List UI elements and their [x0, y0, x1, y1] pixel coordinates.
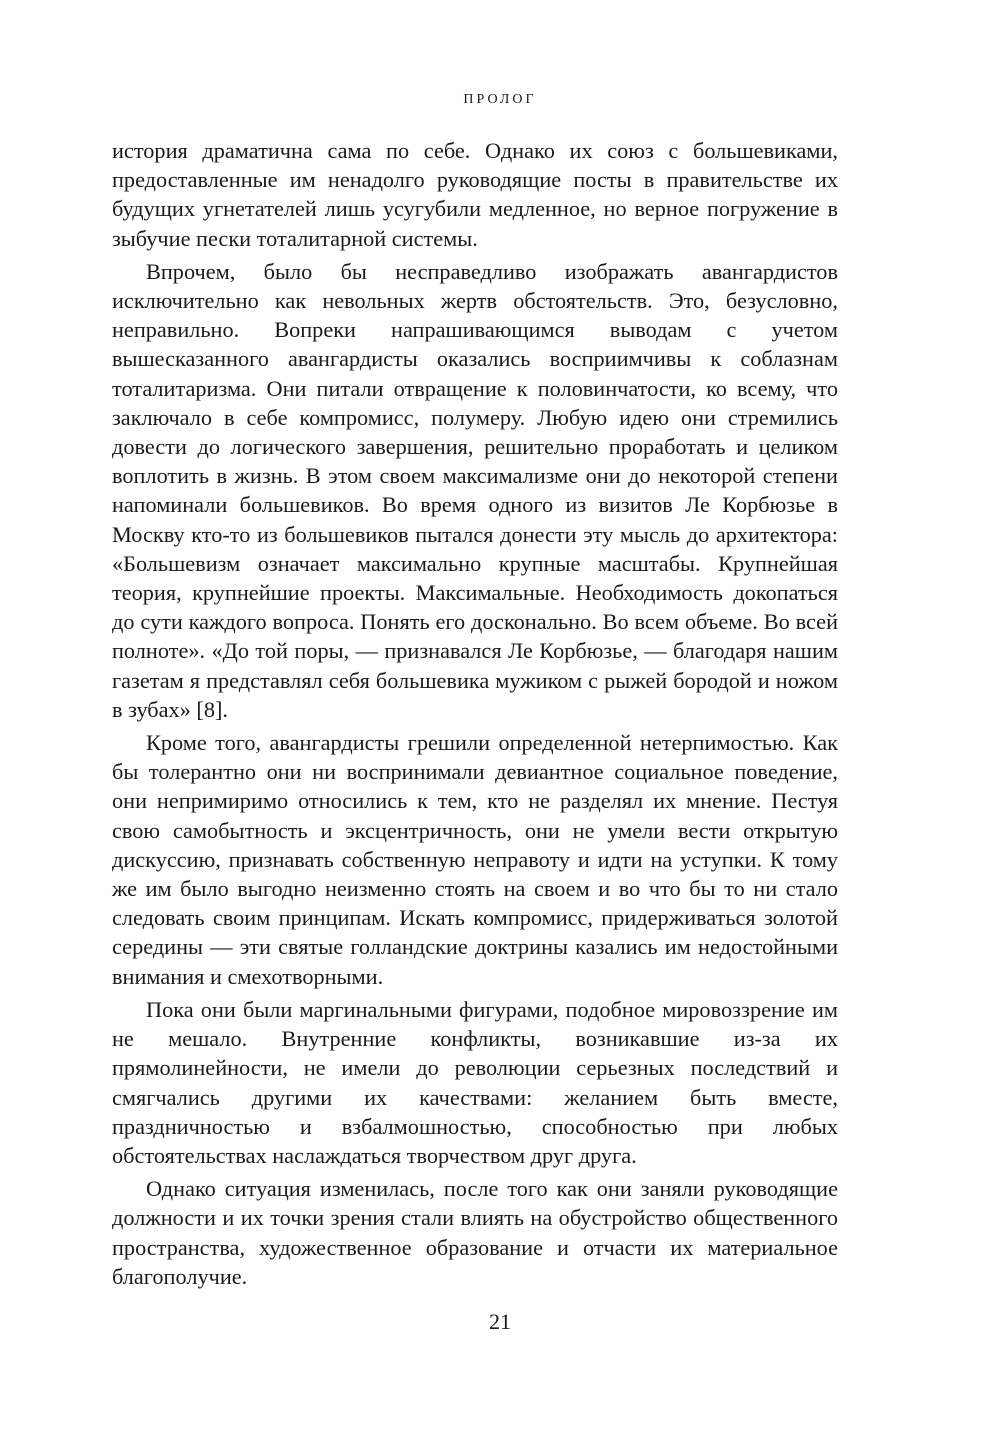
page-number: 21 — [489, 1309, 511, 1334]
paragraph-3: Кроме того, авангардисты грешили определенной нетерпимостью. Как бы толерантно они ни воспринимали девиантное социальное поведение, они непримиримо относились к тем, кто не разделял их мнение. Пестуя свою самобытность и эксцентричность, они не умели вести открытую дискуссию, признавать собственную неправоту и идти на уступки. К тому же им было выгодно неизменно стоять на своем и во что бы то ни стало следовать своим принципам. Искать компромисс, придерживаться золотой середины — эти святые голландские доктрины казались им недостойными внимания и смехотворными. — [112, 730, 838, 989]
body-text — [112, 136, 838, 1295]
paragraph-5: Однако ситуация изменилась, после того как они заняли руководящие должности и их точки зрения стали влиять на обустройство общественного пространства, художественное образование и отчасти их материальное благополучие. — [112, 1176, 838, 1289]
paragraph-2: Впрочем, было бы несправедливо изображать авангардистов исключительно как невольных жертв обстоятельств. Это, безусловно, неправильно. Вопреки напрашивающимся выводам с учетом вышесказанного авангардисты оказались восприимчивы к соблазнам тоталитаризма. Они питали отвращение к половинчатости, ко всему, что заключало в себе компромисс, полумеру. Любую идею они стремились довести до логического завершения, решительно проработать и целиком воплотить в жизнь. В этом своем максимализме они до некоторой степени напоминали большевиков. Во время одного из визитов Ле Корбюзье в Москву кто-то из большевиков пытался донести эту мысль до архитектора: «Большевизм означает максимально крупные масштабы. Крупнейшая теория, крупнейшие проекты. Максимальные. Необходимость докопаться до сути каждого вопроса. Понять его досконально. Во всем объеме. Во всей полноте». «До той поры, — признавался Ле Корбюзье, — благодаря нашим газетам я представлял себя большевика мужиком с рыжей бородой и ножом в зубах» [8]. — [112, 258, 838, 722]
paragraph-4: Пока они были маргинальными фигурами, подобное мировоззрение им не мешало. Внутренние конфликты, возникавшие из-за их прямолинейности, не имели до революции серьезных последствий и смягчались другими их качествами: желанием быть вместе, праздничностью и взбалмошностью, способностью при любых обстоятельствах наслаждаться творчеством друг друга. — [112, 996, 838, 1168]
running-head: ПРОЛОГ — [463, 92, 537, 107]
paragraph-1: история драматична сама по себе. Однако их союз с большевиками, предоставленные им ненадолго руководящие посты в правительстве их будущих угнетателей лишь усугубили медленное, но верное погружение в зыбучие пески тоталитарной системы. — [112, 138, 838, 251]
